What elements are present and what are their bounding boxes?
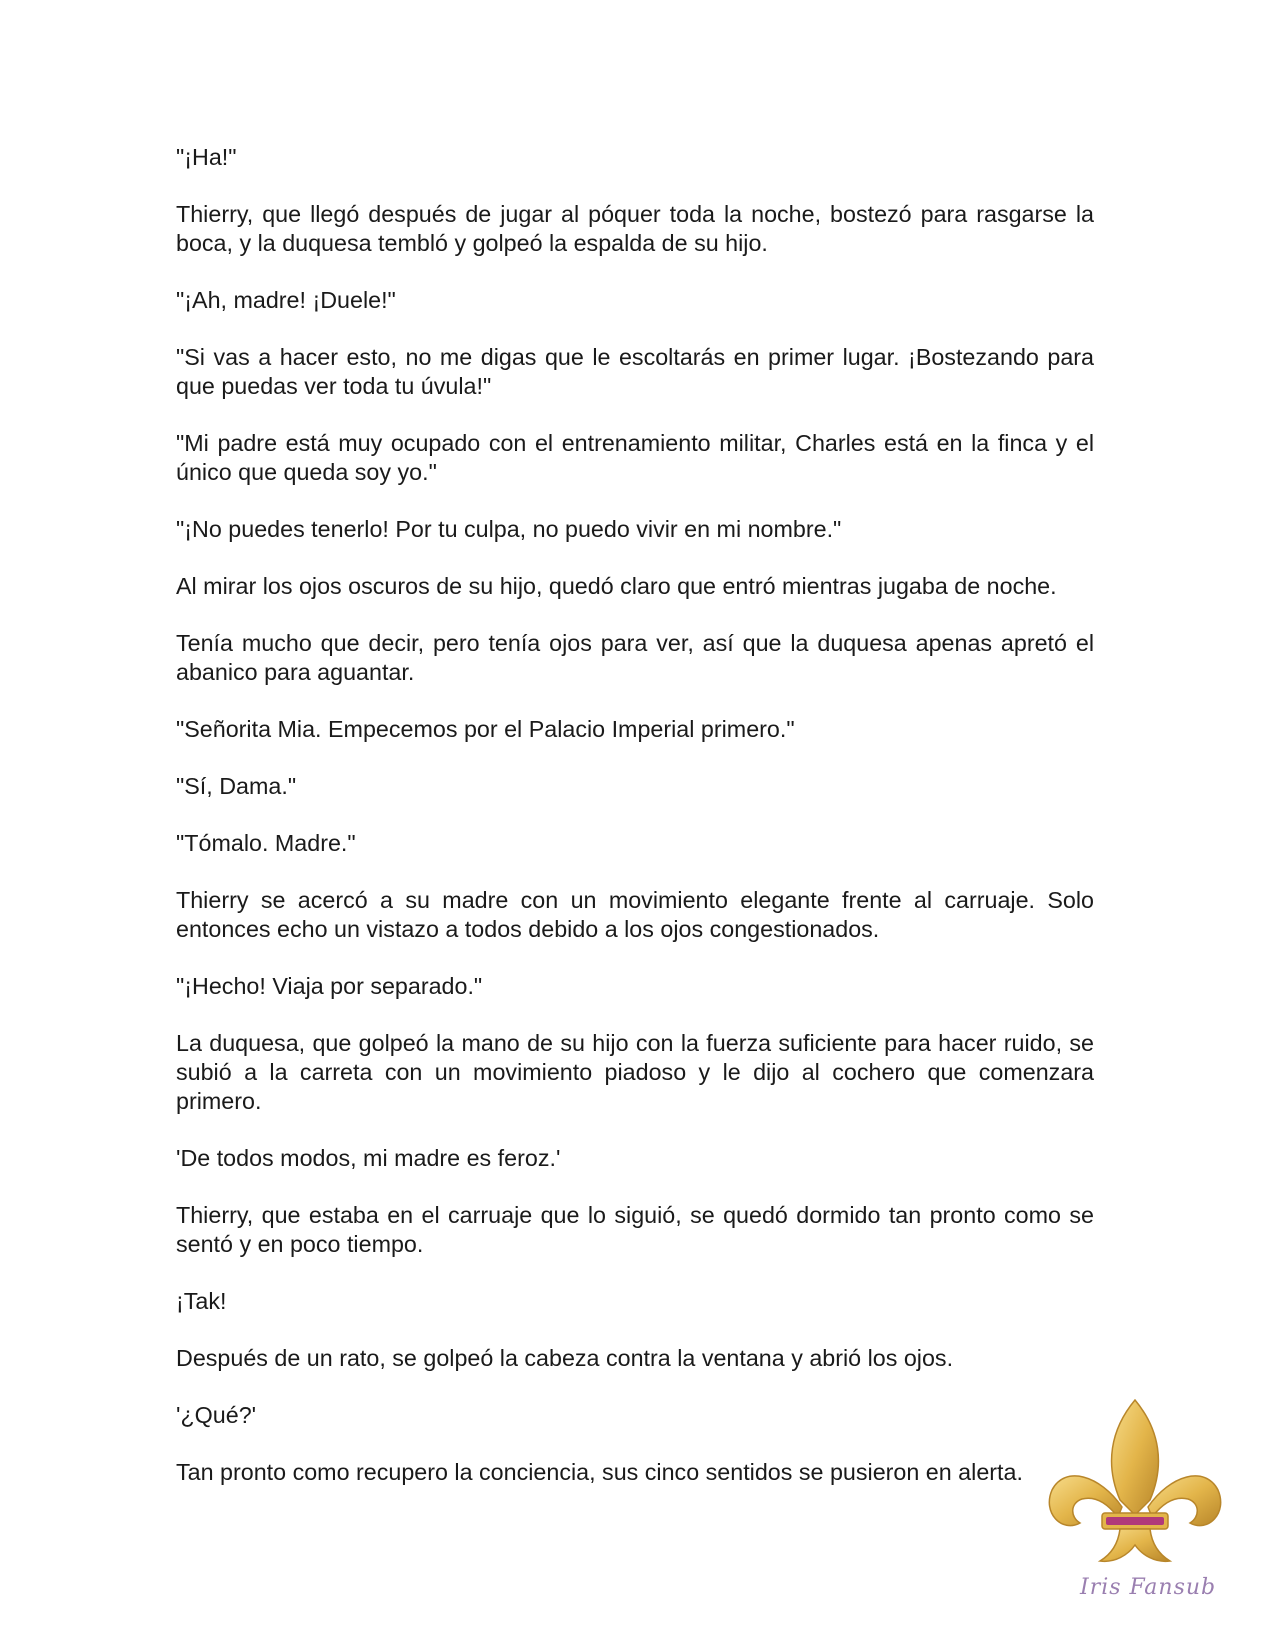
paragraph: Thierry, que estaba en el carruaje que lo siguió, se quedó dormido tan pronto como se sentó y en poco tiempo. (176, 1202, 1094, 1257)
paragraph: "Tómalo. Madre." (176, 830, 356, 856)
paragraph: La duquesa, que golpeó la mano de su hijo con la fuerza suficiente para hacer ruido, se subió a la carreta con un movimiento piadoso y le dijo al cochero que comenzara primero. (176, 1030, 1094, 1114)
paragraph: "Si vas a hacer esto, no me digas que le escoltarás en primer lugar. ¡Bostezando para que puedas ver toda tu úvula!" (176, 344, 1094, 399)
paragraph: "¡Ha!" (176, 144, 237, 170)
watermark-text: Iris Fansub (1080, 1575, 1217, 1600)
paragraph: Thierry se acercó a su madre con un movimiento elegante frente al carruaje. Solo entonces echo un vistazo a todos debido a los ojos congestionados. (176, 887, 1094, 942)
paragraph: Tenía mucho que decir, pero tenía ojos para ver, así que la duquesa apenas apretó el abanico para aguantar. (176, 630, 1094, 685)
paragraph: "¡Ah, madre! ¡Duele!" (176, 287, 396, 313)
paragraph: Thierry, que llegó después de jugar al póquer toda la noche, bostezó para rasgarse la boca, y la duquesa tembló y golpeó la espalda de su hijo. (176, 201, 1094, 256)
document-body (176, 143, 1094, 1515)
paragraph: 'De todos modos, mi madre es feroz.' (176, 1145, 561, 1171)
watermark (1040, 1395, 1230, 1635)
paragraph: "¡No puedes tenerlo! Por tu culpa, no puedo vivir en mi nombre." (176, 516, 842, 542)
paragraph: "Mi padre está muy ocupado con el entrenamiento militar, Charles está en la finca y el único que queda soy yo." (176, 430, 1094, 485)
paragraph: Tan pronto como recupero la conciencia, sus cinco sentidos se pusieron en alerta. (176, 1459, 1023, 1485)
fleur-de-lis-icon (1040, 1395, 1230, 1575)
paragraph: "¡Hecho! Viaja por separado." (176, 973, 483, 999)
paragraph: "Sí, Dama." (176, 773, 297, 799)
paragraph: Al mirar los ojos oscuros de su hijo, quedó claro que entró mientras jugaba de noche. (176, 573, 1057, 599)
paragraph: ¡Tak! (176, 1288, 227, 1314)
paragraph: "Señorita Mia. Empecemos por el Palacio Imperial primero." (176, 716, 795, 742)
paragraph: Después de un rato, se golpeó la cabeza contra la ventana y abrió los ojos. (176, 1345, 954, 1371)
paragraph: '¿Qué?' (176, 1402, 257, 1428)
